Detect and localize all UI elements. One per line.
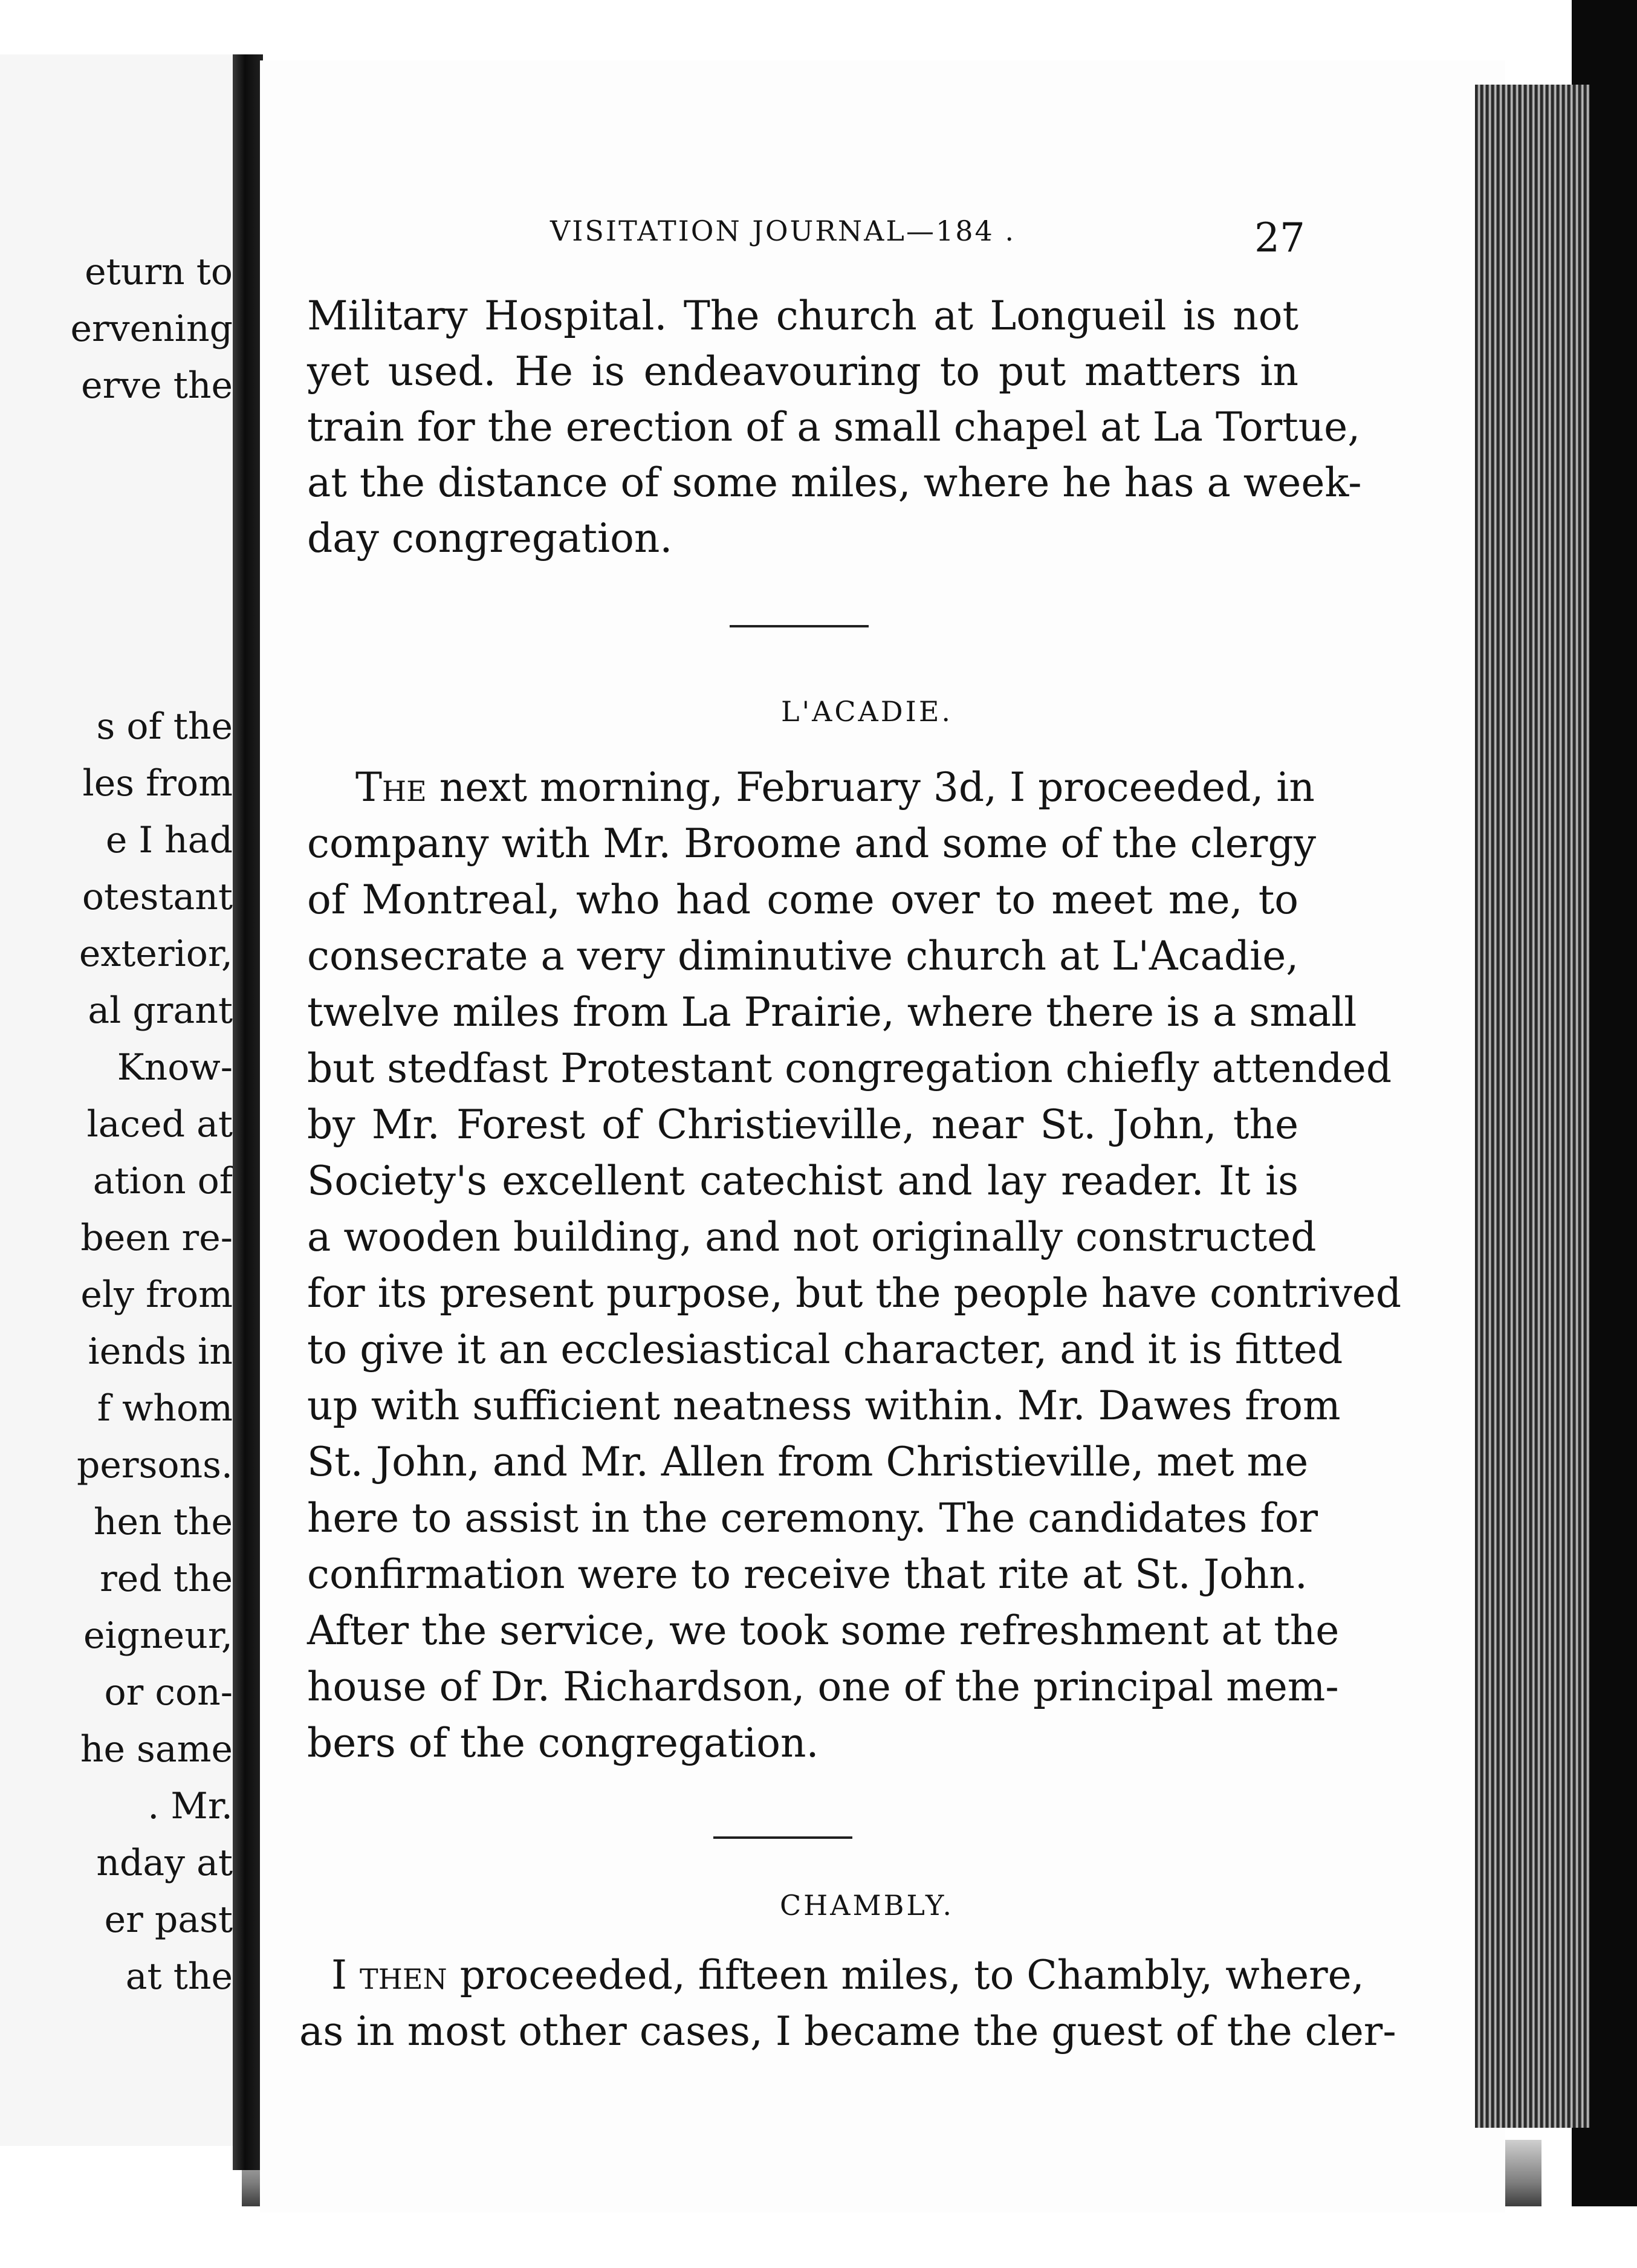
text-line: for its present purpose, but the people have contrived: [307, 1270, 1402, 1317]
text-line: Military Hospital. The church at Longueil is not: [307, 293, 1298, 339]
left-page-line: red the: [100, 1558, 233, 1600]
left-page-line: ely from: [80, 1274, 233, 1316]
left-page-line: Know-: [117, 1046, 233, 1089]
text-line: of Montreal, who had come over to meet me, to: [307, 876, 1298, 923]
text-line: at the distance of some miles, where he has a week-: [307, 459, 1362, 506]
left-page-line: f whom: [97, 1387, 233, 1430]
text-line: twelve miles from La Prairie, where there is a small: [307, 989, 1357, 1035]
left-page-line: or con-: [104, 1671, 233, 1714]
left-page-line: ation of: [92, 1160, 233, 1202]
left-page-line: laced at: [86, 1103, 233, 1145]
text-line: After the service, we took some refreshment at the: [307, 1607, 1340, 1654]
left-page-fragment: [0, 54, 236, 2146]
section-divider: [730, 625, 869, 627]
scan-margin-bottom: [0, 2206, 1637, 2268]
left-page-line: been re-: [80, 1217, 233, 1259]
book-gutter: [233, 54, 263, 2170]
text-line-rest: proceeded, fifteen miles, to Chambly, where,: [447, 1952, 1364, 1998]
left-page-line: les from: [82, 762, 233, 805]
left-page-line: he same: [80, 1728, 233, 1771]
text-line: confirmation were to receive that rite at St. John.: [307, 1551, 1308, 1598]
left-page-line: ervening: [70, 308, 233, 350]
text-line: by Mr. Forest of Christieville, near St. John, the: [307, 1101, 1298, 1148]
left-page-line: erve the: [81, 364, 233, 407]
left-page-line: iends in: [88, 1330, 233, 1373]
lead-word: I then: [331, 1952, 447, 1998]
text-line: yet used. He is endeavouring to put matters in: [307, 348, 1298, 395]
section-title-chambly: CHAMBLY.: [779, 1889, 955, 1922]
left-page-line: otestant: [82, 876, 233, 918]
left-page-line: al grant: [88, 990, 233, 1032]
page-edges: [1475, 85, 1590, 2128]
left-page-line: . Mr.: [147, 1785, 233, 1827]
page-number: 27: [1254, 215, 1305, 261]
text-line: consecrate a very diminutive church at L'Acadie,: [307, 933, 1299, 979]
text-line: day congregation.: [307, 515, 673, 562]
left-page-line: exterior,: [79, 933, 233, 975]
text-line: train for the erection of a small chapel at La Tortue,: [307, 404, 1361, 450]
left-page-line: nday at: [96, 1842, 233, 1884]
text-line: [355, 764, 1315, 811]
left-page-line: er past: [104, 1899, 233, 1941]
text-line: as in most other cases, I became the guest of the cler-: [299, 2008, 1396, 2055]
text-line: [331, 1952, 1364, 1998]
section-title-lacadie: L'ACADIE.: [780, 695, 953, 728]
text-line: up with sufficient neatness within. Mr. Dawes from: [307, 1382, 1341, 1429]
text-line: house of Dr. Richardson, one of the principal mem-: [307, 1664, 1339, 1710]
text-line: here to assist in the ceremony. The candidates for: [307, 1495, 1318, 1541]
left-page-line: e I had: [105, 819, 233, 861]
section-divider: [713, 1836, 852, 1839]
left-page-line: eigneur,: [83, 1615, 233, 1657]
left-page-line: eturn to: [85, 251, 233, 293]
left-page-line: hen the: [93, 1501, 233, 1543]
left-page-line: at the: [125, 1955, 233, 1998]
text-line: St. John, and Mr. Allen from Christieville, met me: [307, 1439, 1309, 1485]
text-line: to give it an ecclesiastical character, and it is fitted: [307, 1326, 1343, 1373]
left-page-line: s of the: [96, 705, 233, 748]
text-line: but stedfast Protestant congregation chiefly attended: [307, 1045, 1392, 1092]
text-line: a wooden building, and not originally constructed: [307, 1214, 1317, 1260]
text-line-rest: next morning, February 3d, I proceeded, in: [426, 764, 1315, 811]
text-line: company with Mr. Broome and some of the clergy: [307, 820, 1316, 867]
text-line: bers of the congregation.: [307, 1720, 819, 1766]
lead-word: The: [355, 764, 427, 811]
text-line: Society's excellent catechist and lay reader. It is: [307, 1158, 1298, 1204]
scan-margin-top: [0, 0, 1637, 60]
left-page-line: persons.: [76, 1444, 233, 1486]
running-header: VISITATION JOURNAL—184 .: [550, 215, 1016, 247]
